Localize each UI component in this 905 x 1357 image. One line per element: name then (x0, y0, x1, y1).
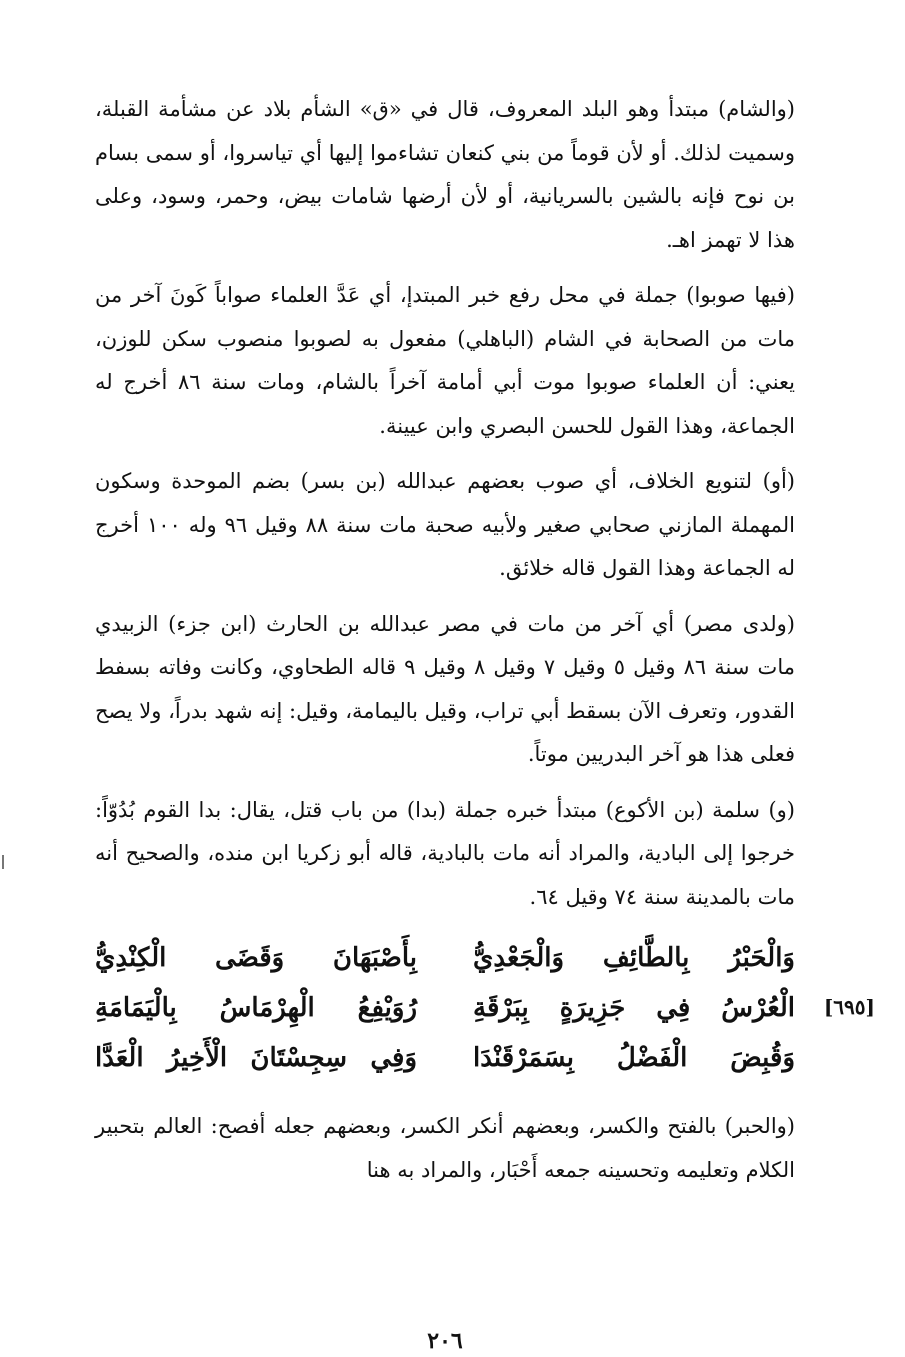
commentary-paragraph-salamah: (و) سلمة (بن الأكوع) مبتدأ خبره جملة (بدا) من باب قتل، يقال: بدا القوم بُدُوّاً: خرجوا إلى البادية، والمراد أنه مات بالبادية، قاله أبو زكريا ابن منده، والصحيح أنه مات بالمدينة سنة ٧٤ وقيل ٦٤. (95, 797, 795, 909)
commentary-paragraph-egypt: (ولدى مصر) أي آخر من مات في مصر عبدالله بن الحارث (ابن جزء) الزبيدي مات سنة ٨٦ وقيل ٥ وقيل ٧ وقيل ٨ وقيل ٩ قاله الطحاوي، وكانت وفاته بسفط القدور، وتعرف الآن بسقط أبي تراب، وقيل باليمامة، وقيل: إنه شهد بدراً، ولا يصح فعلى هذا هو آخر البدريين موتاً. (95, 611, 795, 766)
commentary-paragraph-fiha-sawwabu: (فيها صوبوا) جملة في محل رفع خبر المبتدإ، أي عَدَّ العلماء صواباً كَونَ آخر من مات من الصحابة في الشام (الباهلي) مفعول به لصوبوا منصوب سكن للوزن، يعني: أن العلماء صوبوا موت أبي أمامة آخراً بالشام، ومات سنة ٨٦ أخرج له الجماعة، وهذا القول للحسن البصري وابن عيينة. (95, 283, 796, 438)
verse-line-1-left-hemistich: بِأَصْبَهَانَ وَقَضَى الْكِنْدِيُّ (95, 943, 417, 973)
verse-line-2-left-hemistich: رُوَيْفِعُ الْهِرْمَاسُ بِالْيَمَامَةِ (95, 993, 417, 1023)
verse-line-2 (95, 983, 795, 1033)
page-edge-mark (2, 855, 4, 869)
page-content (95, 88, 875, 1354)
verse-line-2-right-hemistich: الْعُرْسُ فِي جَزِيرَةٍ بِبَرْقَةِ (473, 993, 795, 1023)
verse-number: [٦٩٥] (823, 995, 875, 1019)
verse-line-3-left-hemistich: وَفِي سِجِسْتَانَ الْأَخِيرُ الْعَدَّا (95, 1043, 417, 1073)
commentary-paragraph-sham: (والشام) مبتدأ وهو البلد المعروف، قال في «ق» الشأم بلاد عن مشأمة القبلة، وسميت لذلك. أو لأن قوماً من بني كنعان تشاءموا إليها أي تياسروا، أو سمى بسام بن نوح فإنه بالشين بالسريانية، أو لأن أرضها شامات بيض، وحمر، وسود، وعلى هذا لا تهمز اهـ. (95, 97, 795, 252)
verse-line-3 (95, 1033, 795, 1083)
verse-line-3-right-hemistich: وَقُبِضَ الْفَضْلُ بِسَمَرْقَنْدَا (473, 1043, 795, 1073)
page-number: ٢٠٦ (427, 1328, 463, 1354)
commentary-paragraph-hibr: (والحبر) بالفتح والكسر، وبعضهم أنكر الكسر، وبعضهم جعله أفصح: العالم بتحبير الكلام وتعليمه وتحسينه جمعه أَحْبَار، والمراد به هنا (95, 1114, 795, 1182)
verse-line-1 (95, 933, 795, 983)
verse-line-1-right-hemistich: وَالْحَبْرُ بِالطَّائِفِ وَالْجَعْدِيُّ (473, 943, 795, 973)
commentary-paragraph-ibn-busr: (أو) لتنويع الخلاف، أي صوب بعضهم عبدالله (بن بسر) بضم الموحدة وسكون المهملة المازني صحابي صغير ولأبيه صحبة مات سنة ٨٨ وقيل ٩٦ وله ١٠٠ أخرج له الجماعة وهذا القول قاله خلائق. (95, 469, 795, 580)
verse-block (95, 933, 875, 1085)
